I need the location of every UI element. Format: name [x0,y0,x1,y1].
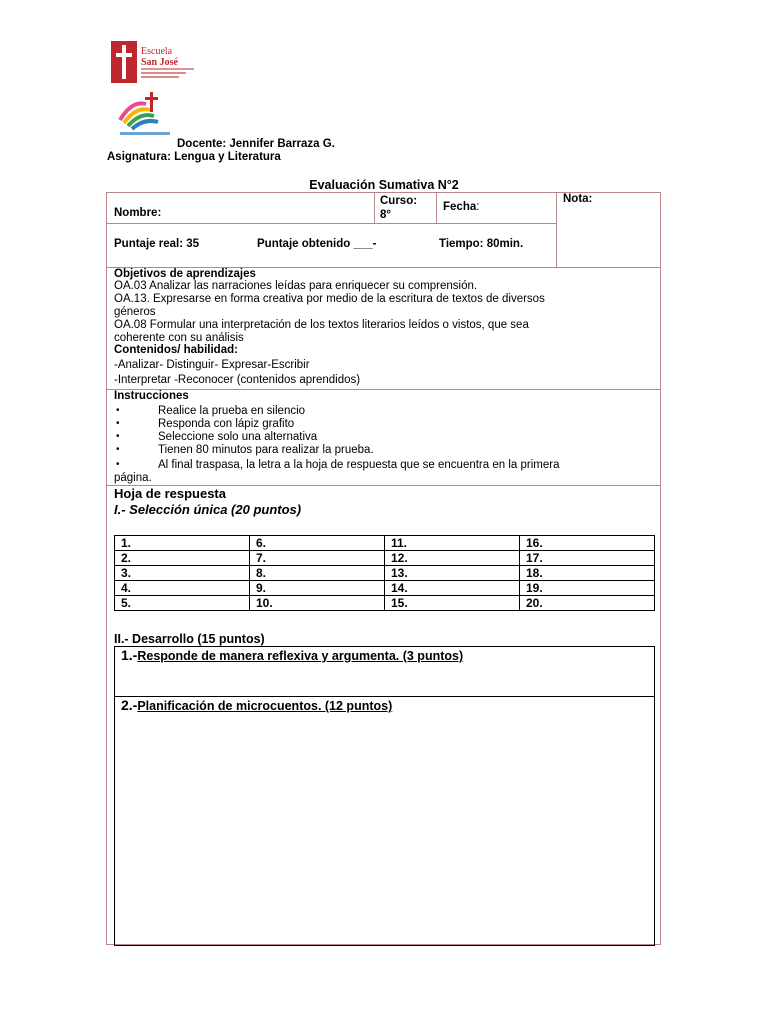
question-2-box[interactable] [114,696,655,946]
fecha-label-text: Fecha [443,201,477,213]
objetivo-line: OA.08 Formular una interpretación de los textos literarios leídos o vistos, que sea [114,319,529,331]
instruccion-item: Responda con lápiz grafito [158,418,295,430]
teacher-name: Docente: Jennifer Barraza G. [177,138,335,150]
answer-cell[interactable]: 20. [520,596,655,611]
table-row [115,566,655,581]
answer-cell[interactable]: 11. [385,536,520,551]
answer-cell[interactable]: 16. [520,536,655,551]
answer-cell[interactable]: 8. [250,566,385,581]
answer-cell[interactable]: 14. [385,581,520,596]
question-2-text: Planificación de microcuentos. (12 puntos) [137,699,393,713]
nota-label: Nota: [563,193,593,205]
answer-cell[interactable]: 5. [115,596,250,611]
bullet: • [116,431,120,442]
page-title: Evaluación Sumativa N°2 [309,178,459,192]
answer-cell[interactable]: 19. [520,581,655,596]
answer-cell[interactable]: 15. [385,596,520,611]
answer-cell[interactable]: 17. [520,551,655,566]
instruccion-item: Tienen 80 minutos para realizar la prueba. [158,444,374,456]
objetivo-line: OA.13. Expresarse en forma creativa por medio de la escritura de textos de diversos [114,293,545,305]
instruccion-item: Al final traspasa, la letra a la hoja de respuesta que se encuentra en la primera [158,459,560,471]
contenidos-heading: Contenidos/ habilidad: [114,344,238,356]
fecha-label [443,201,479,214]
objetivo-line: géneros [114,306,156,318]
fecha-colon: : [476,201,480,213]
nombre-label: Nombre: [114,207,162,219]
answer-cell[interactable]: 9. [250,581,385,596]
bullet: • [116,459,120,470]
anniversary-logo [112,90,178,138]
answer-cell[interactable]: 1. [115,536,250,551]
question-1-label [121,647,463,663]
table-row [115,581,655,596]
logo-line-1: Escuela [141,46,173,57]
question-2-label [121,697,392,713]
subject-name: Asignatura: Lengua y Literatura [107,151,281,163]
answer-cell[interactable]: 4. [115,581,250,596]
answer-table [114,535,655,611]
instruccion-item: Seleccione solo una alternativa [158,431,318,443]
answer-cell[interactable]: 3. [115,566,250,581]
question-2-number: 2.- [121,697,138,713]
bullet: • [116,444,120,455]
question-1-text: Responde de manera reflexiva y argumenta. (3 puntos) [137,649,464,663]
curso-label: Curso: [380,195,418,207]
curso-value: 8° [380,209,391,221]
table-row [115,551,655,566]
table-row [115,596,655,611]
desarrollo-heading: II.- Desarrollo (15 puntos) [114,632,265,646]
answer-cell[interactable]: 10. [250,596,385,611]
objetivo-line: coherente con su análisis [114,332,244,344]
puntaje-obtenido: Puntaje obtenido ___- [257,238,377,250]
instrucciones-heading: Instrucciones [114,390,189,402]
answer-cell[interactable]: 18. [520,566,655,581]
hoja-heading: Hoja de respuesta [114,486,226,501]
answer-cell[interactable]: 12. [385,551,520,566]
answer-cell[interactable]: 13. [385,566,520,581]
school-logo [110,40,196,84]
question-1-box[interactable] [114,646,655,697]
puntaje-real: Puntaje real: 35 [114,238,200,250]
instruccion-wrap: página. [114,472,152,484]
table-row [115,536,655,551]
answer-cell[interactable]: 2. [115,551,250,566]
question-1-number: 1.- [121,647,138,663]
tiempo: Tiempo: 80min. [439,238,524,250]
bullet: • [116,418,120,429]
logo-line-2: San José [141,57,178,68]
contenido-line: -Analizar- Distinguir- Expresar-Escribir [114,359,310,371]
objetivo-line: OA.03 Analizar las narraciones leídas para enriquecer su comprensión. [114,280,478,292]
seleccion-heading: I.- Selección única (20 puntos) [114,502,302,517]
bullet: • [116,405,120,416]
contenido-line: -Interpretar -Reconocer (contenidos aprendidos) [114,374,361,386]
answer-cell[interactable]: 6. [250,536,385,551]
objetivos-heading: Objetivos de aprendizajes [114,268,256,280]
answer-cell[interactable]: 7. [250,551,385,566]
instruccion-item: Realice la prueba en silencio [158,405,306,417]
